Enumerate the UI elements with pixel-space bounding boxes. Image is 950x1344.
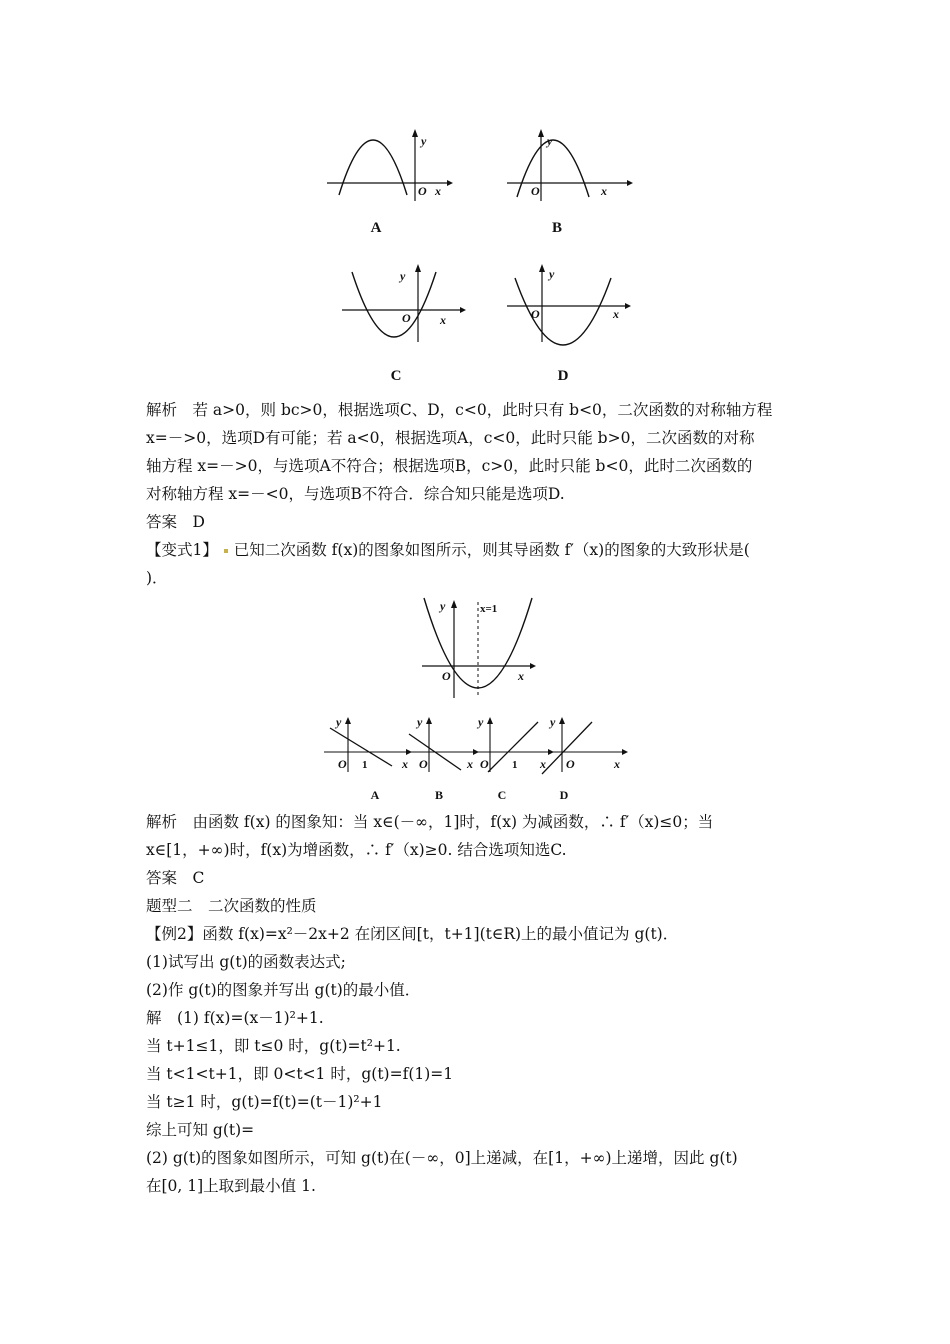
svg-text:y: y <box>400 269 406 283</box>
svg-text:y: y <box>417 715 423 729</box>
svg-text:O: O <box>402 311 411 325</box>
svg-text:O: O <box>566 757 575 771</box>
svg-text:O: O <box>338 757 347 771</box>
option-d-label: D <box>557 368 569 384</box>
svg-text:x: x <box>435 184 441 198</box>
svg-text:x: x <box>467 757 473 771</box>
option-b-label: B <box>551 220 562 236</box>
variant-1-text: 已知二次函数 f(x)的图象如图所示，则其导函数 f′（x)的图象的大致形状是( <box>233 541 750 559</box>
parabola-option-d-graph <box>505 262 635 357</box>
solution-2-line-1: 解析 由函数 f(x) 的图象知：当 x∈(－∞，1]时，f(x) 为减函数，∴ f′（x)≤0；当 <box>146 813 714 831</box>
solution-step-5: 综上可知 g(t)= <box>146 1121 255 1139</box>
solution-step-7: 在[0, 1]上取到最小值 1. <box>146 1177 316 1195</box>
svg-text:1: 1 <box>512 759 518 771</box>
svg-text:y: y <box>421 134 427 148</box>
variant-1-question-end: )． <box>146 569 168 587</box>
svg-text:x: x <box>518 669 524 683</box>
svg-text:O: O <box>480 757 489 771</box>
svg-text:O: O <box>531 307 540 321</box>
example-2-part-1: (1)试写出 g(t)的函数表达式; <box>146 953 346 971</box>
derivative-option-b-label: B <box>434 788 443 802</box>
parabola-option-b-graph <box>505 125 635 205</box>
svg-text:y: y <box>549 267 555 281</box>
svg-text:y: y <box>547 134 553 148</box>
svg-text:x: x <box>613 307 619 321</box>
solution-step-6: (2) g(t)的图象如图所示，可知 g(t)在(－∞，0]上递减，在[1，+∞)上递增，因此 g(t) <box>146 1149 738 1167</box>
svg-text:O: O <box>442 669 451 683</box>
derivative-option-d-label: D <box>559 788 569 802</box>
solution-1-line-3: 轴方程 x=－>0，与选项A不符合；根据选项B，c>0，此时只能 b<0，此时二次函数的 <box>146 457 753 475</box>
solution-1-line-1: 解析 若 a>0，则 bc>0，根据选项C、D，c<0，此时只有 b<0，二次函数的对称轴方程 <box>146 401 773 419</box>
derivative-option-c-label: C <box>497 788 507 802</box>
quadratic-function-graph <box>418 598 538 703</box>
variant-1-question <box>146 536 816 564</box>
derivative-option-a-graph <box>322 714 412 774</box>
solution-2-line-2: x∈[1，+∞)时，f(x)为增函数，∴ f′（x)≥0. 结合选项知选C. <box>146 841 567 859</box>
svg-text:O: O <box>419 757 428 771</box>
derivative-option-a-label: A <box>370 788 380 802</box>
solution-step-4: 当 t≥1 时，g(t)=f(t)=(t－1)²+1 <box>146 1093 383 1111</box>
answer-2: 答案 C <box>146 869 205 887</box>
solution-step-2: 当 t+1≤1，即 t≤0 时，g(t)=t²+1. <box>146 1037 401 1055</box>
option-c-label: C <box>390 368 402 384</box>
svg-text:y: y <box>336 715 342 729</box>
variant-1-tag: 【变式1】 <box>146 541 218 559</box>
example-2-part-2: (2)作 g(t)的图象并写出 g(t)的最小值． <box>146 981 421 999</box>
svg-text:x: x <box>540 757 546 771</box>
svg-text:x: x <box>440 313 446 327</box>
section-2-title: 题型二 二次函数的性质 <box>146 897 317 915</box>
solution-1-line-4: 对称轴方程 x=－<0，与选项B不符合．综合知只能是选项D. <box>146 485 565 503</box>
option-a-label: A <box>370 220 382 236</box>
parabola-option-a-graph <box>325 125 455 205</box>
solution-step-3: 当 t<1<t+1，即 0<t<1 时，g(t)=f(1)=1 <box>146 1065 454 1083</box>
svg-text:y: y <box>440 599 446 613</box>
svg-text:1: 1 <box>362 759 368 771</box>
parabola-option-c-graph <box>340 262 470 357</box>
solution-1-line-2: x=－>0，选项D有可能；若 a<0，根据选项A，c<0，此时只能 b>0，二次函数的对称 <box>146 429 755 447</box>
derivative-option-b-graph <box>405 714 480 774</box>
answer-1: 答案 D <box>146 513 205 531</box>
solution-step-1: 解 (1) f(x)=(x－1)²+1. <box>146 1009 324 1027</box>
derivative-option-d-graph <box>540 714 630 774</box>
marker-dot <box>224 549 228 553</box>
svg-text:y: y <box>478 715 484 729</box>
svg-text:x: x <box>402 757 408 771</box>
svg-text:y: y <box>550 715 556 729</box>
svg-text:x: x <box>601 184 607 198</box>
svg-text:x: x <box>614 757 620 771</box>
svg-text:x=1: x=1 <box>480 603 498 615</box>
svg-text:O: O <box>418 184 427 198</box>
svg-text:O: O <box>531 184 540 198</box>
example-2-question: 【例2】函数 f(x)=x²－2x+2 在闭区间[t，t+1](t∈R)上的最小值记为 g(t)． <box>146 925 679 943</box>
